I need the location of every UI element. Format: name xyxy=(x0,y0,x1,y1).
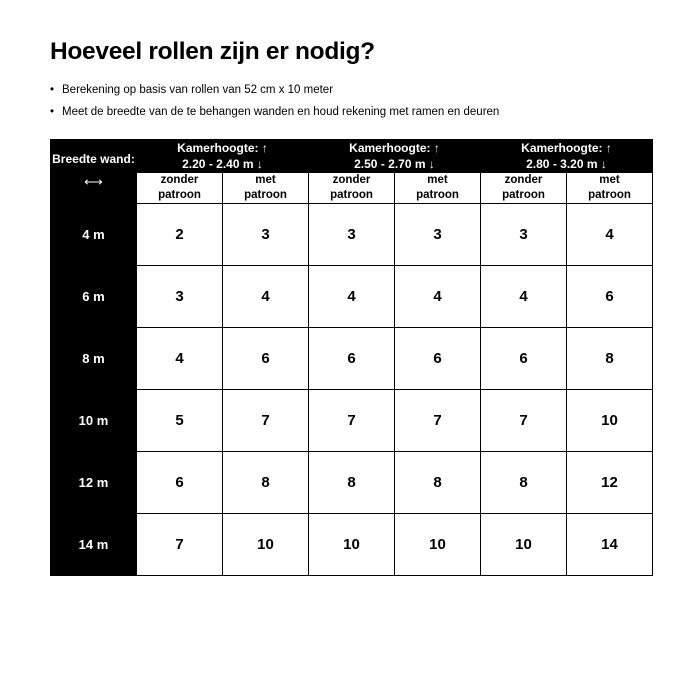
group-header-height-3 xyxy=(481,139,653,172)
group-header-text: Kamerhoogte: xyxy=(521,140,603,155)
table-cell: 4 xyxy=(137,327,223,389)
row-header-width: 4 m xyxy=(51,203,137,265)
subheader-met-patroon-3 xyxy=(567,172,653,203)
down-arrow-icon: ↓ xyxy=(600,156,607,171)
group-header-label xyxy=(481,140,652,156)
table-row xyxy=(51,327,653,389)
table-cell: 4 xyxy=(567,203,653,265)
table-cell: 2 xyxy=(137,203,223,265)
subheader-line2: patroon xyxy=(158,188,201,201)
subheader-zonder-patroon-3 xyxy=(481,172,567,203)
row-header-width: 12 m xyxy=(51,451,137,513)
table-row xyxy=(51,265,653,327)
group-header-range: 2.50 - 2.70 m xyxy=(354,156,426,171)
group-header-label xyxy=(137,140,308,156)
up-arrow-icon: ↑ xyxy=(605,140,612,155)
table-cell: 3 xyxy=(137,265,223,327)
group-header-height-2 xyxy=(309,139,481,172)
rolls-calculation-table xyxy=(50,139,653,576)
page-title: Hoeveel rollen zijn er nodig? xyxy=(50,38,375,65)
table-cell: 6 xyxy=(223,327,309,389)
row-header-width: 10 m xyxy=(51,389,137,451)
corner-header-breedte-wand xyxy=(51,139,137,203)
table-cell: 4 xyxy=(395,265,481,327)
corner-label-line1: Breedte xyxy=(52,152,97,167)
table-cell: 8 xyxy=(223,451,309,513)
table-cell: 14 xyxy=(567,513,653,575)
subheader-zonder-patroon-1 xyxy=(137,172,223,203)
table-cell: 8 xyxy=(481,451,567,513)
up-arrow-icon: ↑ xyxy=(261,140,268,155)
intro-bullet-list xyxy=(50,82,650,120)
table-cell: 8 xyxy=(309,451,395,513)
table-cell: 10 xyxy=(481,513,567,575)
corner-label-line2: wand: xyxy=(100,152,135,167)
group-header-text: Kamerhoogte: xyxy=(349,140,431,155)
table-cell: 10 xyxy=(567,389,653,451)
table-cell: 10 xyxy=(309,513,395,575)
group-header-range: 2.20 - 2.40 m xyxy=(182,156,254,171)
table-cell: 4 xyxy=(309,265,395,327)
table-row xyxy=(51,451,653,513)
table-cell: 3 xyxy=(395,203,481,265)
group-header-range-line xyxy=(137,156,308,172)
down-arrow-icon: ↓ xyxy=(428,156,435,171)
row-header-width: 14 m xyxy=(51,513,137,575)
group-header-height-1 xyxy=(137,139,309,172)
table-cell: 7 xyxy=(309,389,395,451)
table-row xyxy=(51,513,653,575)
table-cell: 3 xyxy=(223,203,309,265)
subheader-line2: patroon xyxy=(588,188,631,201)
table-cell: 10 xyxy=(223,513,309,575)
subheader-line1: zonder xyxy=(160,173,199,186)
subheader-line1: met xyxy=(427,173,448,186)
subheader-line2: patroon xyxy=(502,188,545,201)
subheader-met-patroon-2 xyxy=(395,172,481,203)
group-header-range-line xyxy=(309,156,480,172)
subheader-zonder-patroon-2 xyxy=(309,172,395,203)
list-item: • Meet de breedte van de te behangen wanden en houd rekening met ramen en deuren xyxy=(50,104,650,121)
subheader-line1: zonder xyxy=(332,173,371,186)
list-item: • Berekening op basis van rollen van 52 cm x 10 meter xyxy=(50,82,650,99)
table-cell: 6 xyxy=(137,451,223,513)
subheader-line2: patroon xyxy=(244,188,287,201)
table-cell: 7 xyxy=(395,389,481,451)
subheader-line1: zonder xyxy=(504,173,543,186)
subheader-line1: met xyxy=(599,173,620,186)
table-cell: 6 xyxy=(567,265,653,327)
group-header-label xyxy=(309,140,480,156)
table-cell: 7 xyxy=(137,513,223,575)
down-arrow-icon: ↓ xyxy=(256,156,263,171)
table-cell: 8 xyxy=(395,451,481,513)
subheader-met-patroon-1 xyxy=(223,172,309,203)
table-header-group-row xyxy=(51,139,653,172)
table-cell: 6 xyxy=(309,327,395,389)
table-subheader-row xyxy=(51,172,653,203)
table-cell: 10 xyxy=(395,513,481,575)
subheader-line2: patroon xyxy=(330,188,373,201)
table-row xyxy=(51,203,653,265)
group-header-text: Kamerhoogte: xyxy=(177,140,259,155)
group-header-range: 2.80 - 3.20 m xyxy=(526,156,598,171)
table-row xyxy=(51,389,653,451)
table-cell: 4 xyxy=(481,265,567,327)
table-cell: 8 xyxy=(567,327,653,389)
table-cell: 3 xyxy=(481,203,567,265)
table-cell: 7 xyxy=(481,389,567,451)
table-cell: 3 xyxy=(309,203,395,265)
table-cell: 4 xyxy=(223,265,309,327)
subheader-line2: patroon xyxy=(416,188,459,201)
table-cell: 5 xyxy=(137,389,223,451)
table-cell: 6 xyxy=(481,327,567,389)
subheader-line1: met xyxy=(255,173,276,186)
group-header-range-line xyxy=(481,156,652,172)
table-cell: 12 xyxy=(567,451,653,513)
horizontal-arrow-icon: ⟷ xyxy=(84,174,103,190)
up-arrow-icon: ↑ xyxy=(433,140,440,155)
table-cell: 7 xyxy=(223,389,309,451)
row-header-width: 6 m xyxy=(51,265,137,327)
table-cell: 6 xyxy=(395,327,481,389)
row-header-width: 8 m xyxy=(51,327,137,389)
